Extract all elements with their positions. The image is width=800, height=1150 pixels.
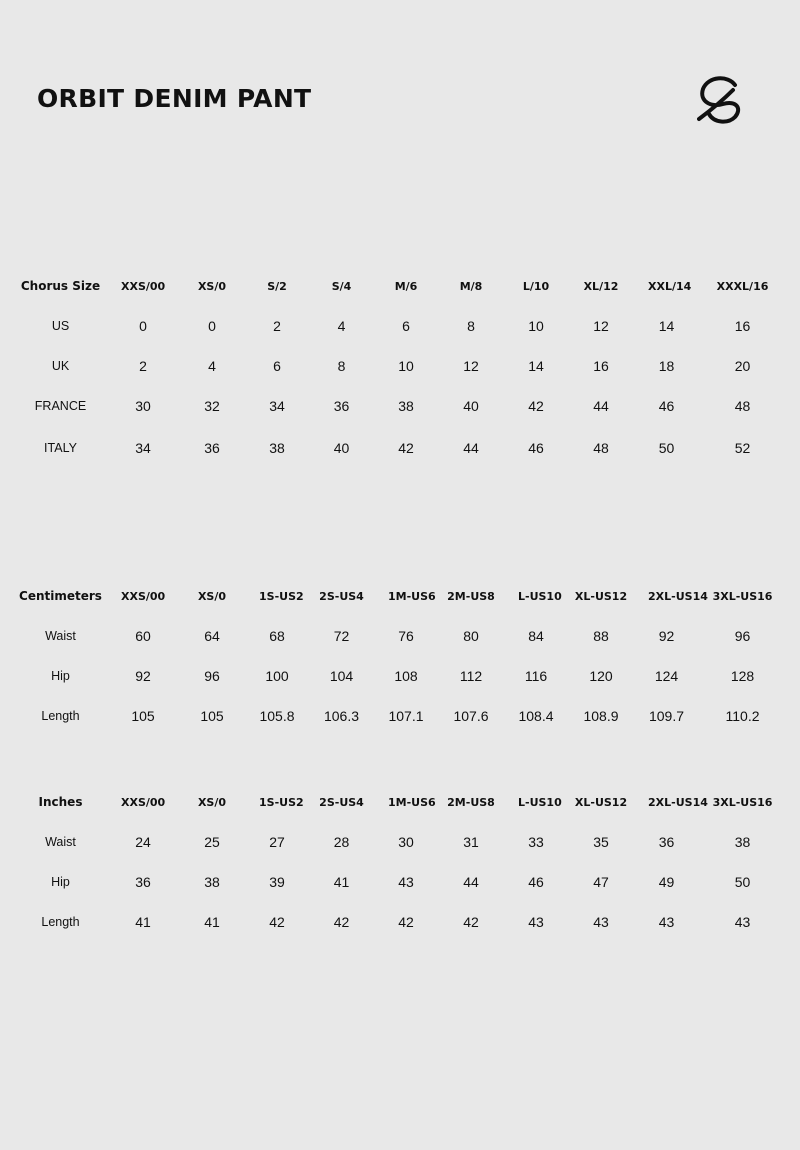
table-cell: 43 [593, 914, 609, 930]
table-cell: 96 [204, 668, 220, 684]
column-header: 3XL-US16 [712, 589, 773, 603]
column-header: XXS/00 [121, 589, 166, 603]
table-cell: 49 [658, 874, 675, 890]
table-cell: 35 [593, 834, 609, 850]
table-cell: 10 [398, 358, 414, 374]
table-cell: 44 [593, 398, 609, 414]
column-header: M/6 [394, 279, 418, 293]
table-cell: 108.4 [518, 708, 554, 724]
table-cell: 6 [402, 318, 410, 334]
table-row [0, 696, 800, 736]
chorus-logo-icon [697, 74, 745, 124]
table-cell: 8 [337, 358, 346, 374]
row-label: Length [41, 915, 80, 929]
table-cell: 30 [398, 834, 414, 850]
table-row [0, 346, 800, 386]
column-header: S/2 [267, 279, 287, 293]
table-cell: 42 [269, 914, 285, 930]
row-label: Hip [51, 875, 70, 889]
row-label: Length [41, 709, 80, 723]
table-cell: 32 [204, 398, 220, 414]
row-label: Waist [45, 835, 76, 849]
table-cell: 43 [734, 914, 751, 930]
table-cell: 105 [131, 708, 155, 724]
table-cell: 112 [459, 668, 483, 684]
table-cell: 84 [528, 628, 544, 644]
column-header: XXS/00 [121, 795, 166, 809]
table-title-cell: Inches [38, 795, 83, 809]
table-cell: 39 [269, 874, 285, 890]
table-cell: 48 [593, 439, 609, 456]
table-cell: 16 [734, 318, 751, 334]
table-cell: 72 [333, 628, 350, 644]
table-cell: 116 [524, 668, 548, 684]
column-header: 2S-US4 [319, 589, 364, 603]
column-header: XL-US12 [574, 589, 628, 603]
centimeters-table [0, 576, 800, 736]
table-cell: 46 [528, 874, 544, 890]
table-cell: 28 [333, 834, 350, 850]
column-header: 1M-US6 [388, 589, 436, 603]
column-header: L-US10 [518, 589, 562, 603]
column-header: 2M-US8 [447, 589, 495, 603]
table-cell: 100 [265, 668, 289, 684]
table-title-cell: Centimeters [19, 589, 102, 603]
table-row [0, 902, 800, 942]
column-header: XL/12 [583, 279, 619, 293]
table-row [0, 656, 800, 696]
row-label: Hip [51, 669, 70, 683]
table-cell: 38 [269, 439, 285, 456]
table-cell: 44 [463, 439, 479, 456]
column-header: 1S-US2 [259, 795, 304, 809]
table-cell: 107.6 [453, 708, 489, 724]
table-cell: 40 [333, 439, 350, 456]
table-cell: 40 [463, 398, 479, 414]
table-cell: 2 [139, 358, 147, 374]
table-cell: 30 [135, 398, 151, 414]
table-cell: 36 [658, 834, 675, 850]
table-cell: 68 [269, 628, 285, 644]
table-cell: 42 [398, 439, 414, 456]
inches-body [0, 782, 800, 942]
table-cell: 24 [135, 834, 151, 850]
column-header: XS/0 [197, 795, 227, 809]
size-conversion-table [0, 266, 800, 469]
table-cell: 18 [658, 358, 675, 374]
table-row [0, 426, 800, 469]
table-cell: 128 [730, 668, 755, 684]
table-cell: 43 [528, 914, 544, 930]
centimeters-body [0, 576, 800, 736]
table-cell: 50 [658, 439, 675, 456]
column-header: L/10 [522, 279, 550, 293]
table-cell: 34 [269, 398, 285, 414]
column-header: L-US10 [518, 795, 562, 809]
column-header: XL-US12 [574, 795, 628, 809]
table-cell: 6 [273, 358, 281, 374]
column-header: 1S-US2 [259, 589, 304, 603]
column-header: 2XL-US14 [648, 795, 708, 809]
row-label: US [51, 319, 70, 333]
table-cell: 43 [658, 914, 675, 930]
table-cell: 38 [734, 834, 751, 850]
table-cell: 34 [135, 439, 151, 456]
table-header-row [0, 576, 800, 616]
table-cell: 44 [463, 874, 479, 890]
table-cell: 105.8 [259, 708, 295, 724]
table-header-row [0, 782, 800, 822]
table-cell: 104 [329, 668, 354, 684]
table-cell: 25 [204, 834, 220, 850]
table-cell: 64 [204, 628, 220, 644]
table-cell: 42 [333, 914, 350, 930]
table-cell: 92 [135, 668, 151, 684]
row-label: ITALY [44, 440, 77, 455]
column-header: XXL/14 [648, 279, 692, 293]
table-cell: 36 [204, 439, 220, 456]
table-cell: 76 [398, 628, 414, 644]
table-cell: 47 [593, 874, 609, 890]
table-row [0, 822, 800, 862]
table-cell: 50 [734, 874, 751, 890]
table-cell: 92 [658, 628, 675, 644]
column-header: 2XL-US14 [648, 589, 708, 603]
table-row [0, 616, 800, 656]
inches-table [0, 782, 800, 942]
table-cell: 105 [200, 708, 224, 724]
table-cell: 27 [269, 834, 285, 850]
table-cell: 46 [658, 398, 675, 414]
table-cell: 120 [589, 668, 613, 684]
table-cell: 52 [734, 439, 751, 456]
table-cell: 14 [658, 318, 675, 334]
table-cell: 41 [204, 914, 220, 930]
table-row [0, 862, 800, 902]
table-title-cell: Chorus Size [20, 279, 101, 293]
column-header: S/4 [331, 279, 352, 293]
table-cell: 108.9 [583, 708, 619, 724]
table-row [0, 306, 800, 346]
table-cell: 43 [398, 874, 414, 890]
table-cell: 36 [135, 874, 151, 890]
table-cell: 12 [463, 358, 479, 374]
table-cell: 31 [463, 834, 479, 850]
size-conversion-body [0, 266, 800, 469]
table-cell: 8 [467, 318, 475, 334]
table-cell: 60 [135, 628, 151, 644]
table-cell: 4 [337, 318, 346, 334]
table-cell: 10 [528, 318, 544, 334]
table-cell: 42 [528, 398, 544, 414]
column-header: 3XL-US16 [712, 795, 773, 809]
table-cell: 4 [208, 358, 216, 374]
table-cell: 42 [463, 914, 479, 930]
column-header: 2M-US8 [447, 795, 495, 809]
row-label: UK [51, 359, 70, 373]
table-cell: 2 [273, 318, 281, 334]
table-cell: 46 [528, 439, 544, 456]
table-cell: 36 [333, 398, 350, 414]
table-cell: 108 [394, 668, 418, 684]
row-label: Waist [45, 629, 76, 643]
table-cell: 14 [528, 358, 544, 374]
column-header: XXXL/16 [716, 279, 769, 293]
table-cell: 80 [463, 628, 479, 644]
table-cell: 38 [204, 874, 220, 890]
table-cell: 0 [208, 318, 216, 334]
table-cell: 88 [593, 628, 609, 644]
table-cell: 0 [139, 318, 147, 334]
table-cell: 48 [734, 398, 751, 414]
table-cell: 107.1 [388, 708, 424, 724]
table-cell: 124 [654, 668, 679, 684]
table-cell: 109.7 [648, 708, 685, 724]
column-header: XXS/00 [121, 279, 166, 293]
column-header: XS/0 [197, 589, 227, 603]
table-header-row [0, 266, 800, 306]
table-cell: 41 [135, 914, 151, 930]
table-row [0, 386, 800, 426]
column-header: M/8 [459, 279, 483, 293]
column-header: 1M-US6 [388, 795, 436, 809]
table-cell: 110.2 [725, 708, 760, 724]
page-title: ORBIT DENIM PANT [37, 84, 312, 113]
column-header: 2S-US4 [319, 795, 364, 809]
table-cell: 96 [734, 628, 751, 644]
table-cell: 41 [333, 874, 350, 890]
table-cell: 106.3 [323, 708, 360, 724]
table-cell: 38 [398, 398, 414, 414]
table-cell: 12 [593, 318, 609, 334]
column-header: XS/0 [197, 279, 227, 293]
row-label: FRANCE [34, 399, 87, 413]
table-cell: 42 [398, 914, 414, 930]
table-cell: 33 [528, 834, 544, 850]
table-cell: 20 [734, 358, 751, 374]
table-cell: 16 [593, 358, 609, 374]
